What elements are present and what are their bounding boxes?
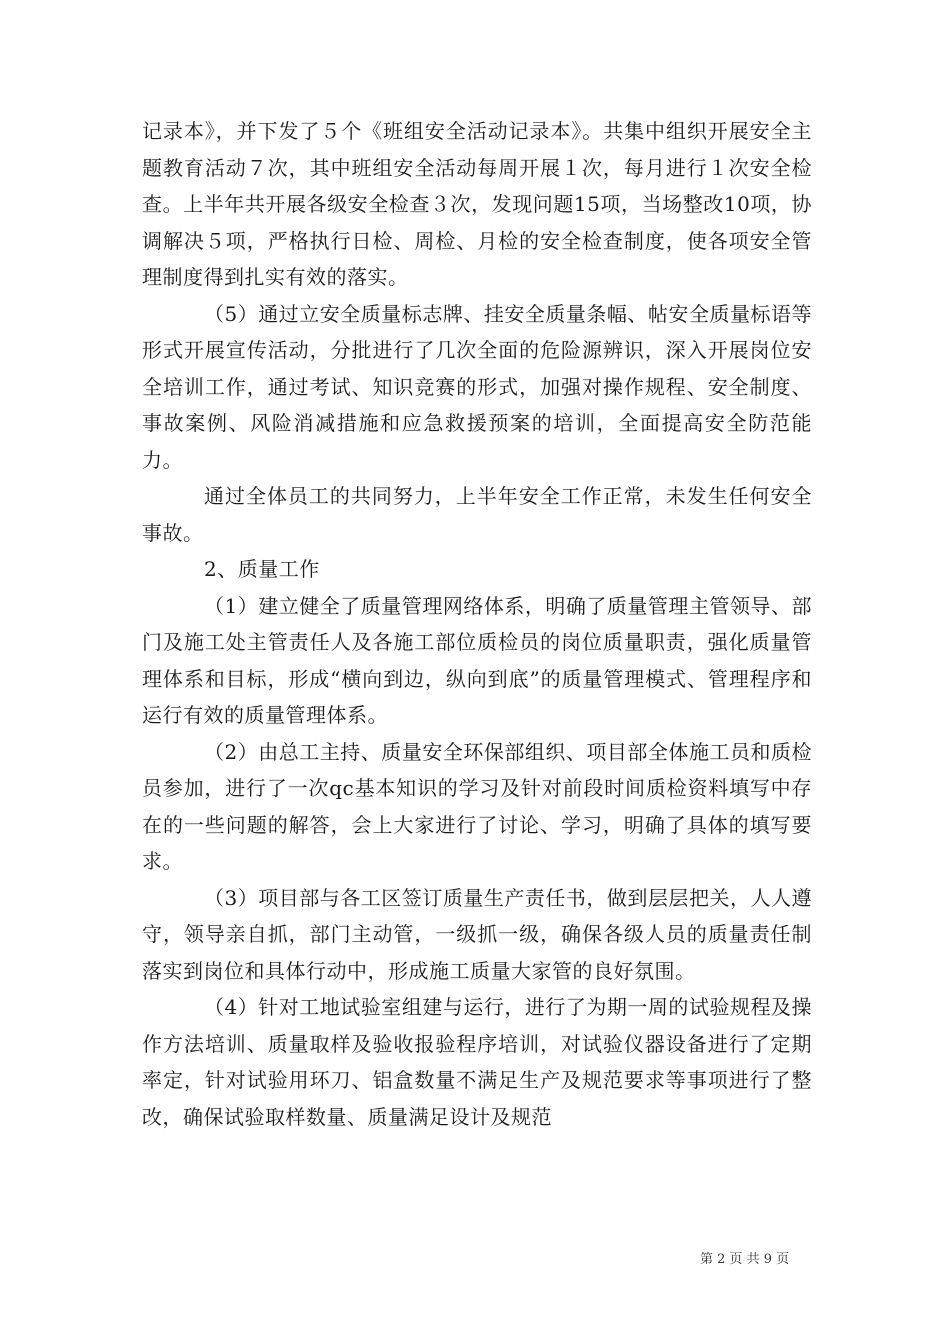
body-text bbox=[142, 113, 812, 1135]
paragraph-quality-item-1: （1）建立健全了质量管理网络体系，明确了质量管理主管领导、部门及施工处主管责任人及各施工部位质检员的岗位质量职责，强化质量管理体系和目标，形成“横向到边，纵向到底”的质量管理模式、管理程序和运行有效的质量管理体系。 bbox=[142, 593, 812, 727]
paragraph-safety-summary: 通过全体员工的共同努力，上半年安全工作正常，未发生任何安全事故。 bbox=[142, 484, 812, 545]
paragraph-quality-item-3: （3）项目部与各工区签订质量生产责任书，做到层层把关，人人遵守，领导亲自抓，部门主动管，一级抓一级，确保各级人员的质量责任制落实到岗位和具体行动中，形成施工质量大家管的良好氛围。 bbox=[142, 885, 812, 983]
page-number-footer: 第 2 页 共 9 页 bbox=[700, 1252, 790, 1267]
paragraph-quality-item-2: （2）由总工主持、质量安全环保部组织、项目部全体施工员和质检员参加，进行了一次qc基本知识的学习及针对前段时间质检资料填写中存在的一些问题的解答，会上大家进行了讨论、学习，明确了具体的填写要求。 bbox=[142, 739, 812, 873]
paragraph-safety-records: 记录本》，并下发了５个《班组安全活动记录本》。共集中组织开展安全主题教育活动７次，其中班组安全活动每周开展１次，每月进行１次安全检查。上半年共开展各级安全检查３次，发现问题15项，当场整改10项，协调解决５项，严格执行日检、周检、月检的安全检查制度，使各项安全管理制度得到扎实有效的落实。 bbox=[142, 119, 812, 289]
paragraph-quality-item-4: （4）针对工地试验室组建与运行，进行了为期一周的试验规程及操作方法培训、质量取样及验收报验程序培训，对试验仪器设备进行了定期率定，针对试验用环刀、铝盒数量不满足生产及规范要求等事项进行了整改，确保试验取样数量、质量满足设计及规范 bbox=[142, 995, 812, 1129]
paragraph-safety-item-5: （5）通过立安全质量标志牌、挂安全质量条幅、帖安全质量标语等形式开展宣传活动，分批进行了几次全面的危险源辨识，深入开展岗位安全培训工作，通过考试、知识竞赛的形式，加强对操作规程、安全制度、事故案例、风险消减措施和应急救援预案的培训，全面提高安全防范能力。 bbox=[142, 301, 812, 472]
section-heading-quality: 2、质量工作 bbox=[204, 557, 320, 581]
